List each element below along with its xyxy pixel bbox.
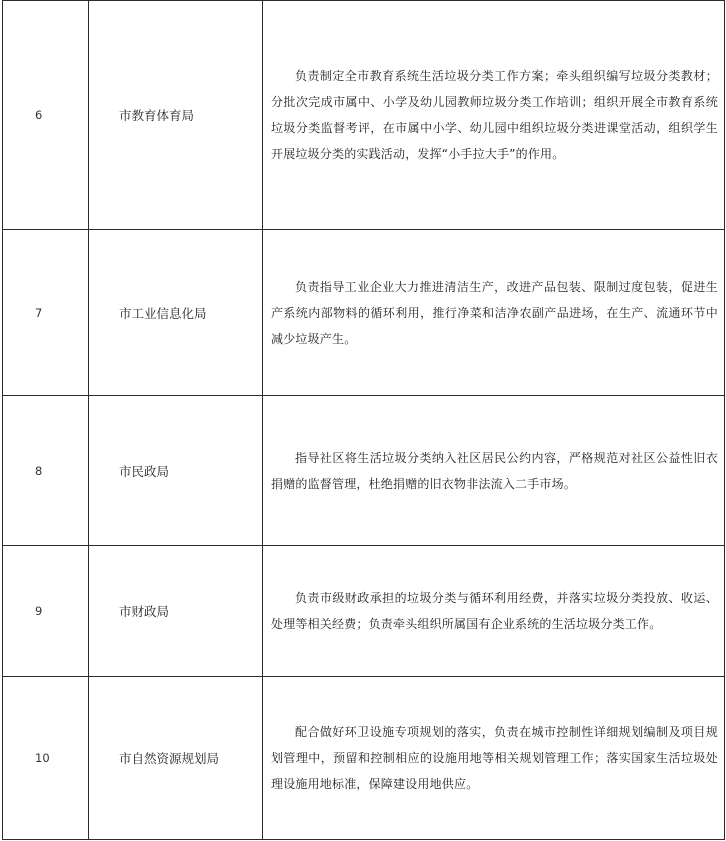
table-row [3, 1, 725, 230]
department-name: 市教育体育局 [89, 1, 263, 230]
department-name: 市民政局 [89, 396, 263, 546]
department-duty: 负责制定全市教育系统生活垃圾分类工作方案；牵头组织编写垃圾分类教材；分批次完成市属中、小学及幼儿园教师垃圾分类工作培训；组织开展全市教育系统垃圾分类监督考评，在市属中小学、幼儿园中组织垃圾分类进课堂活动，组织学生开展垃圾分类的实践活动，发挥“小手拉大手”的作用。 [263, 1, 725, 230]
department-duty: 指导社区将生活垃圾分类纳入社区居民公约内容，严格规范对社区公益性旧衣捐赠的监督管理，杜绝捐赠的旧衣物非法流入二手市场。 [263, 396, 725, 546]
department-name: 市财政局 [89, 546, 263, 677]
table-row [3, 546, 725, 677]
table-row [3, 677, 725, 840]
table-row [3, 230, 725, 396]
row-number: 7 [3, 230, 89, 396]
table-row [3, 396, 725, 546]
department-duty: 配合做好环卫设施专项规划的落实，负责在城市控制性详细规划编制及项目规划管理中，预留和控制相应的设施用地等相关规划管理工作；落实国家生活垃圾处理设施用地标准，保障建设用地供应。 [263, 677, 725, 840]
row-number: 6 [3, 1, 89, 230]
row-number: 9 [3, 546, 89, 677]
responsibility-table [2, 0, 725, 840]
department-duty: 负责指导工业企业大力推进清洁生产，改进产品包装、限制过度包装，促进生产系统内部物料的循环利用，推行净菜和洁净农副产品进场，在生产、流通环节中减少垃圾产生。 [263, 230, 725, 396]
row-number: 10 [3, 677, 89, 840]
row-number: 8 [3, 396, 89, 546]
department-name: 市工业信息化局 [89, 230, 263, 396]
department-duty: 负责市级财政承担的垃圾分类与循环利用经费，并落实垃圾分类投放、收运、处理等相关经费；负责牵头组织所属国有企业系统的生活垃圾分类工作。 [263, 546, 725, 677]
department-name: 市自然资源规划局 [89, 677, 263, 840]
